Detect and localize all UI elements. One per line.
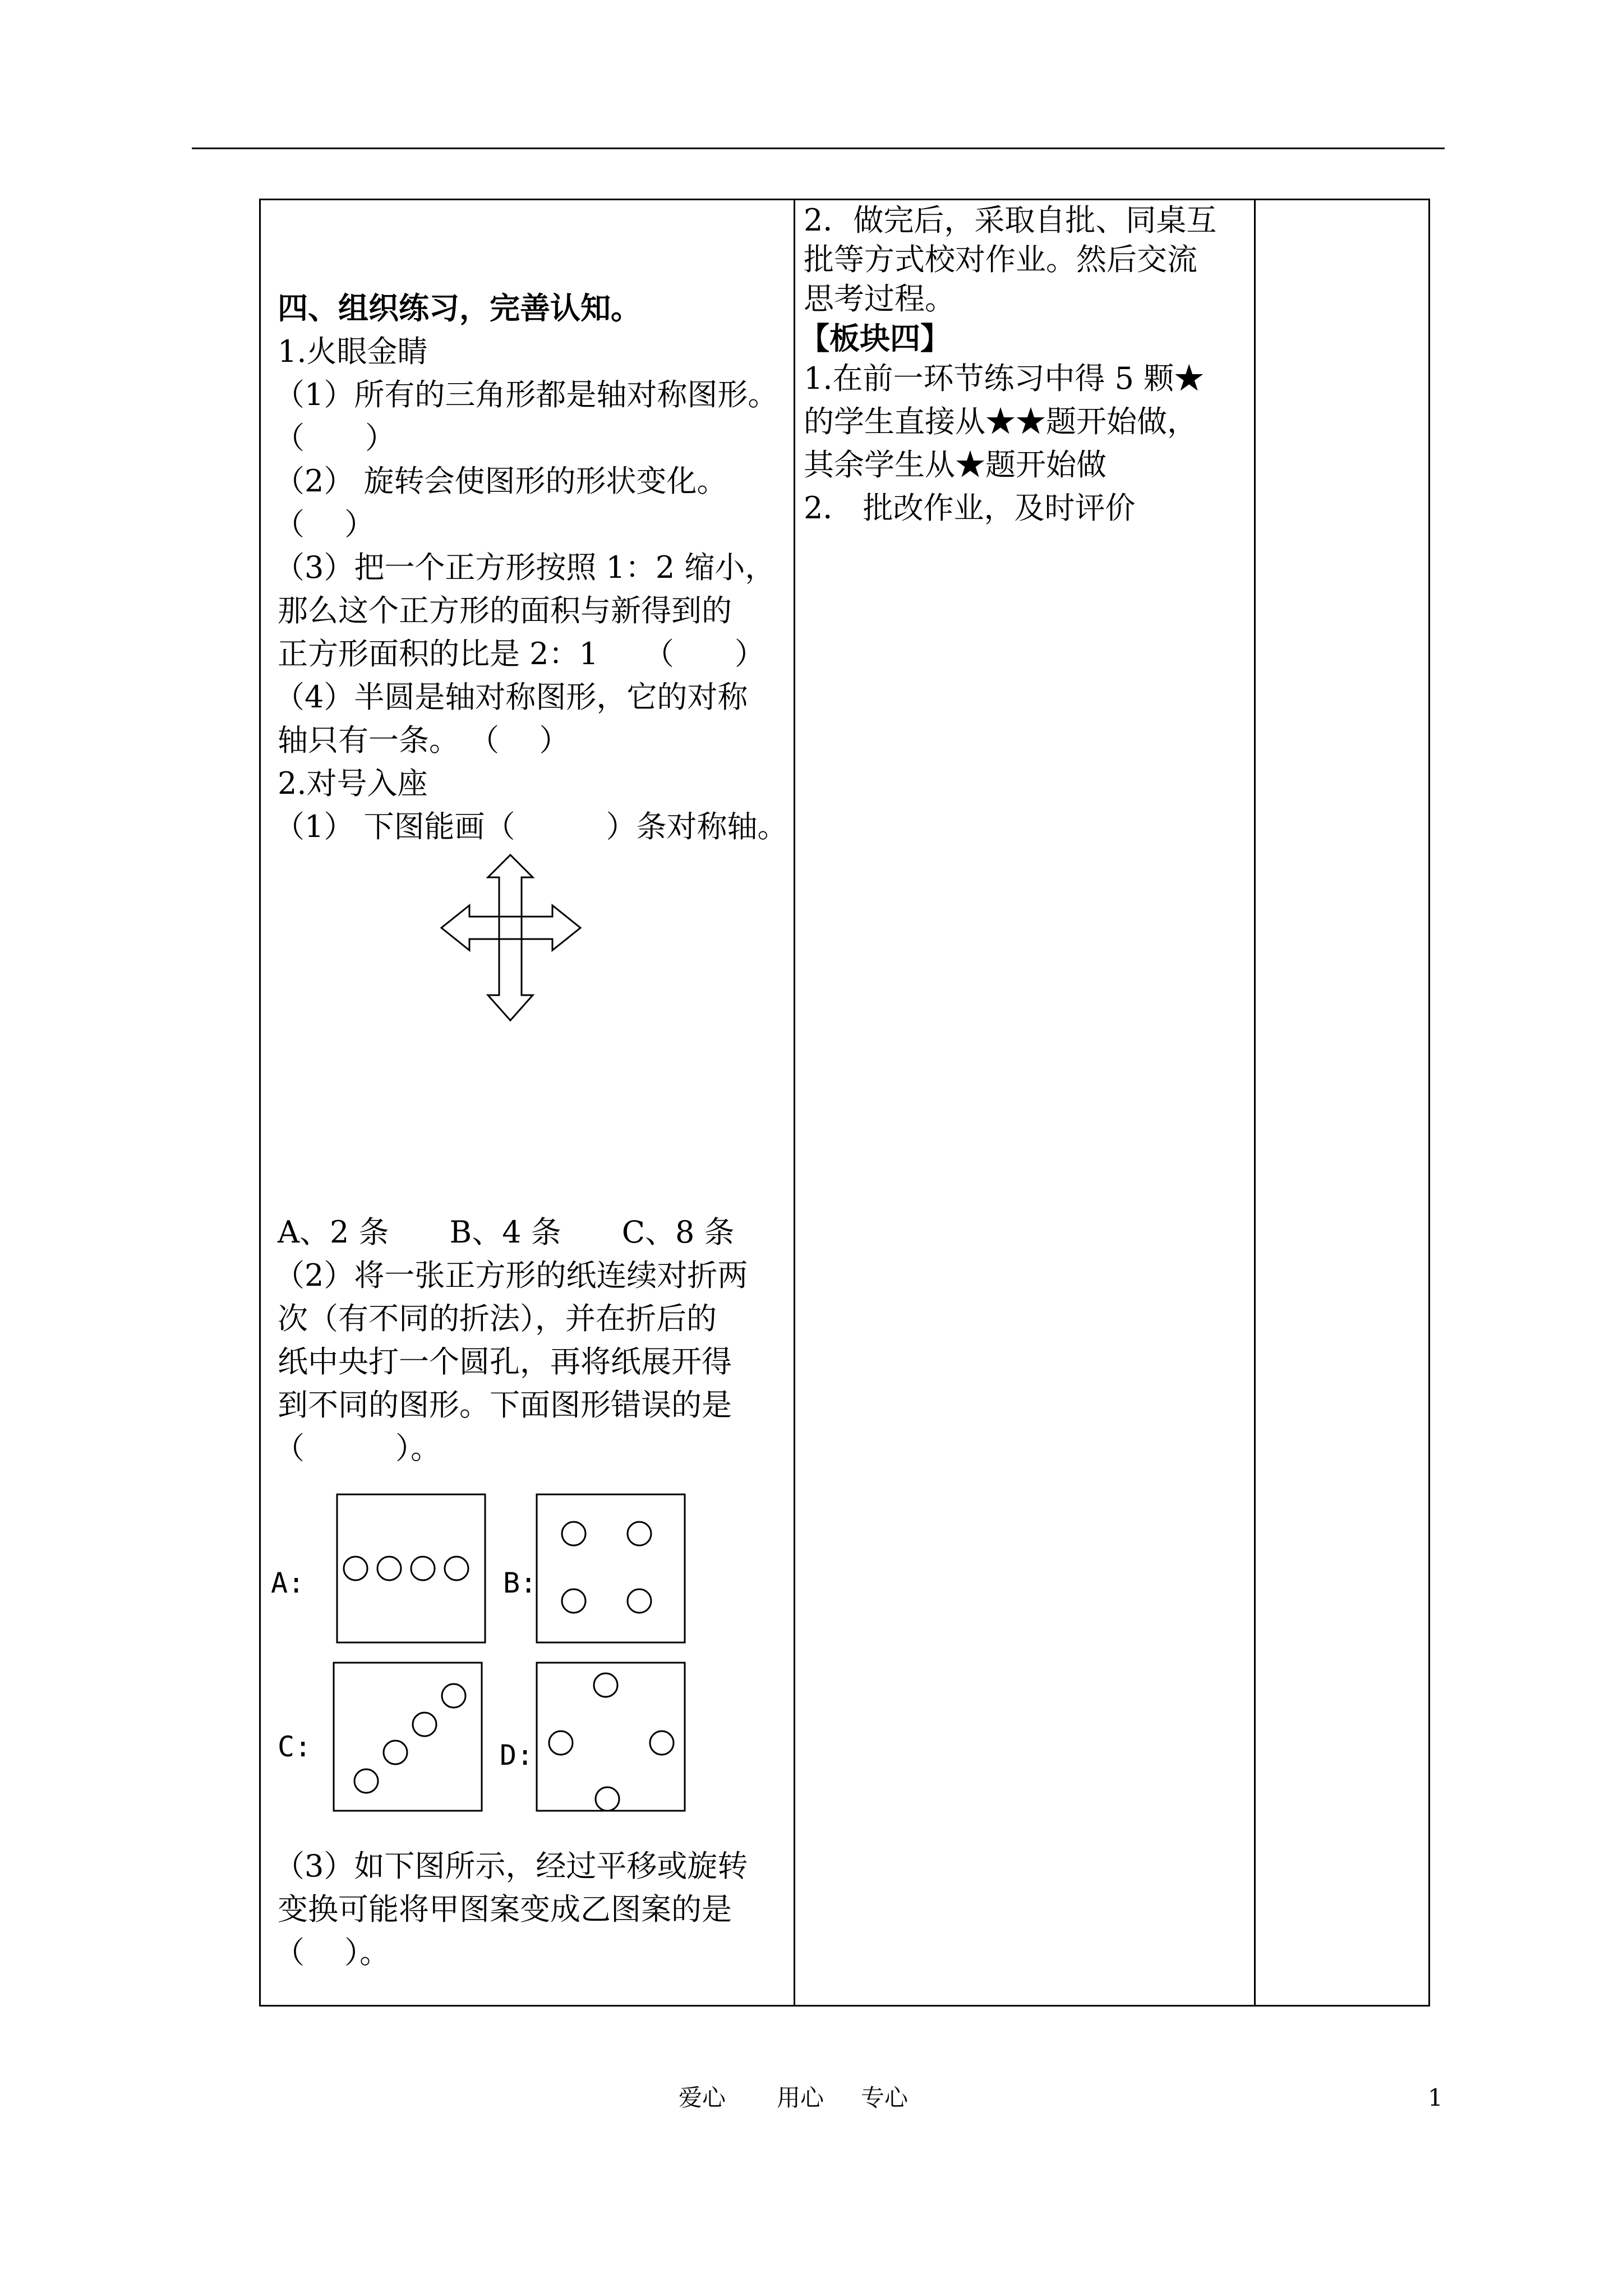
paper-figure-a [336, 1493, 488, 1646]
question-line: （3）如下图所示，经过平移或旋转 [274, 1848, 748, 1884]
footer-motto-1: 爱心 [679, 2084, 726, 2111]
answer-options: A、2 条 B、4 条 C、8 条 [278, 1214, 735, 1250]
answer-blank: （ ）。 [274, 1430, 441, 1466]
column-divider [1254, 200, 1256, 2005]
middle-text-line: 的学生直接从★★题开始做， [804, 404, 1197, 439]
section-heading: 四、组织练习，完善认知。 [278, 290, 641, 326]
question-line: 变换可能将甲图案变成乙图案的是 [278, 1892, 732, 1927]
footer-motto-2: 用心 [777, 2084, 824, 2111]
question-line: （3）把一个正方形按照 1：2 缩小， [274, 550, 776, 585]
header-rule [192, 148, 1445, 149]
question-line: 那么这个正方形的面积与新得到的 [278, 593, 732, 628]
module-heading: 【板块四】 [799, 320, 951, 356]
paper-figure-d [536, 1662, 688, 1814]
question-line: （2）将一张正方形的纸连续对折两 [274, 1258, 748, 1293]
middle-text-line: 2．做完后，采取自批、同桌互 [804, 203, 1217, 238]
question-line: 轴只有一条。 （ ） [278, 723, 570, 758]
middle-text-line: 1.在前一环节练习中得 5 颗★ [804, 361, 1205, 396]
page-number: 1 [1428, 2084, 1443, 2111]
question-line: （2） 旋转会使图形的形状变化。 [274, 463, 727, 499]
figure-label-a: A: [271, 1567, 305, 1599]
answer-blank: （ ） [274, 420, 395, 455]
question-line: （1） 下图能画（ ）条对称轴。 [274, 809, 788, 844]
middle-text-line: 思考过程。 [804, 281, 955, 316]
answer-blank: （ ） [274, 507, 375, 542]
paper-figure-b [536, 1493, 688, 1646]
section2-title: 2.对号入座 [278, 766, 428, 801]
question-line: 纸中央打一个圆孔，再将纸展开得 [278, 1344, 732, 1379]
answer-blank: （ ）。 [274, 1935, 390, 1970]
question-line: 次（有不同的折法），并在折后的 [278, 1301, 717, 1336]
lesson-table [259, 199, 1430, 2007]
middle-text-line: 2． 批改作业，及时评价 [804, 490, 1136, 526]
column-divider [794, 200, 795, 2005]
double-arrow-cross-figure [418, 848, 603, 1028]
figure-label-d: D: [500, 1739, 534, 1772]
figure-label-b: B: [503, 1567, 537, 1599]
question-line: （1）所有的三角形都是轴对称图形。 [274, 377, 778, 412]
paper-figure-c [333, 1662, 485, 1814]
question-line: 正方形面积的比是 2：1 （ ） [278, 636, 765, 671]
middle-text-line: 批等方式校对作业。然后交流 [804, 242, 1197, 277]
figure-label-c: C: [278, 1731, 312, 1763]
middle-text-line: 其余学生从★题开始做 [804, 447, 1106, 482]
section1-title: 1.火眼金睛 [278, 334, 428, 369]
question-line: 到不同的图形。下面图形错误的是 [278, 1387, 732, 1423]
question-line: （4）半圆是轴对称图形，它的对称 [274, 679, 748, 715]
footer-motto-3: 专心 [861, 2084, 909, 2111]
